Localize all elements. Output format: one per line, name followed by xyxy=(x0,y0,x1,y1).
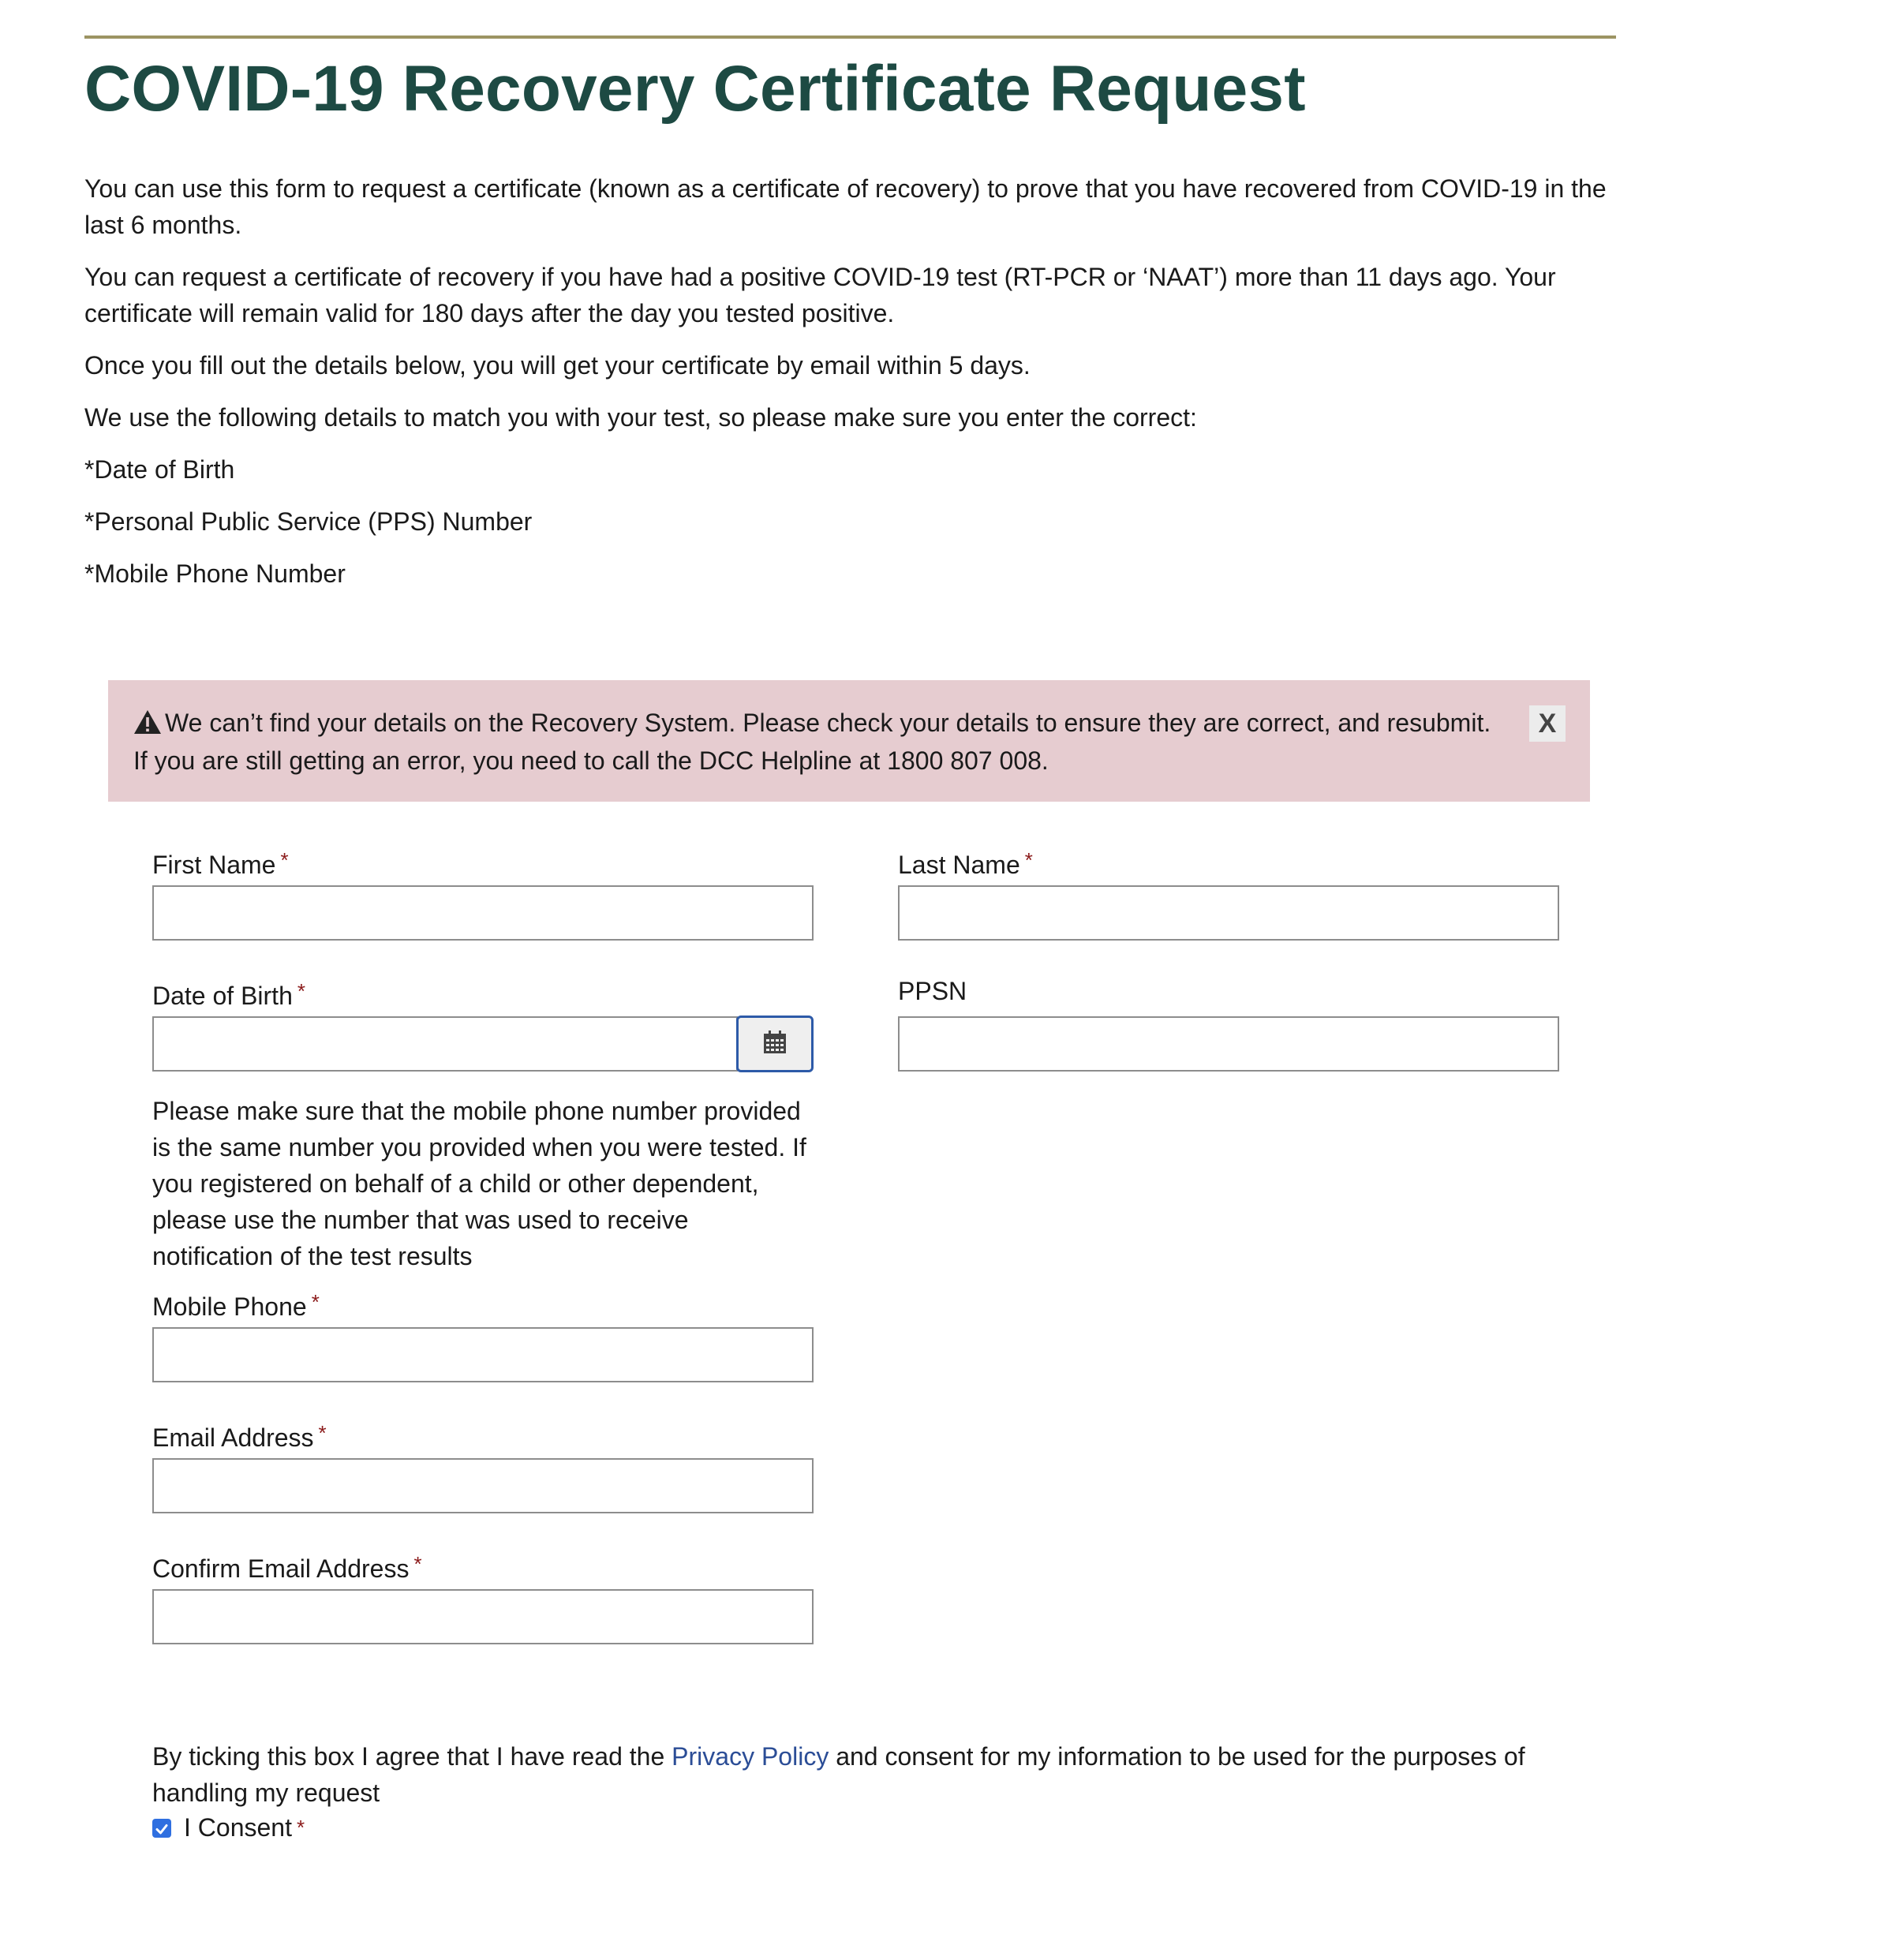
consent-text-after: and consent for my information to be used for the purposes of handling my request xyxy=(152,1742,1525,1807)
consent-text xyxy=(152,1738,1541,1811)
checkmark-icon xyxy=(155,1813,169,1842)
date-of-birth-label-text: Date of Birth xyxy=(152,982,293,1010)
first-name-input[interactable] xyxy=(152,885,814,941)
required-marker: * xyxy=(297,979,305,1003)
consent-checkbox[interactable] xyxy=(152,1819,171,1838)
intro-paragraph: Once you fill out the details below, you will get your certificate by email within 5 days. xyxy=(84,351,1031,380)
mobile-phone-label xyxy=(152,1286,320,1322)
close-alert-button[interactable]: X xyxy=(1529,705,1566,742)
first-name-label xyxy=(152,844,289,881)
required-marker: * xyxy=(280,848,289,872)
ppsn-label-text: PPSN xyxy=(898,977,967,1005)
intro-requirement: *Mobile Phone Number xyxy=(84,559,346,588)
mobile-help-text: Please make sure that the mobile phone number provided is the same number you provided when you were tested. If you registered on behalf of a child or other dependent, please use the number that was used to receive notification of the test results xyxy=(152,1097,806,1270)
warning-triangle-icon xyxy=(133,709,162,743)
calendar-icon xyxy=(763,1030,787,1058)
intro-paragraph: You can use this form to request a certificate (known as a certificate of recovery) to prove that you have recovered from COVID-19 in the last 6 months. xyxy=(84,174,1607,239)
required-marker: * xyxy=(318,1421,327,1445)
date-picker-button[interactable] xyxy=(736,1016,814,1072)
date-of-birth-input[interactable] xyxy=(152,1016,738,1072)
intro-requirement: *Personal Public Service (PPS) Number xyxy=(84,507,533,536)
confirm-email-label-text: Confirm Email Address xyxy=(152,1554,410,1583)
error-alert xyxy=(108,680,1590,802)
email-label-text: Email Address xyxy=(152,1423,314,1452)
required-marker: * xyxy=(311,1290,320,1314)
page-title: COVID-19 Recovery Certificate Request xyxy=(84,53,1306,125)
ppsn-input[interactable] xyxy=(898,1016,1559,1072)
consent-text-before: By ticking this box I agree that I have read the xyxy=(152,1742,672,1771)
consent-checkbox-label: I Consent xyxy=(184,1813,292,1842)
first-name-label-text: First Name xyxy=(152,851,276,879)
intro-paragraph: We use the following details to match you with your test, so please make sure you enter the correct: xyxy=(84,403,1197,432)
intro-paragraph: You can request a certificate of recovery if you have had a positive COVID-19 test (RT-PCR or ‘NAAT’) more than 11 days ago. Your certificate will remain valid for 180 days after the day you tested positive. xyxy=(84,263,1556,327)
required-marker: * xyxy=(296,1816,305,1839)
mobile-phone-input[interactable] xyxy=(152,1327,814,1382)
header-rule xyxy=(84,36,1616,39)
mobile-phone-label-text: Mobile Phone xyxy=(152,1292,307,1321)
confirm-email-input[interactable] xyxy=(152,1589,814,1644)
required-marker: * xyxy=(413,1552,422,1576)
last-name-label-text: Last Name xyxy=(898,851,1020,879)
last-name-input[interactable] xyxy=(898,885,1559,941)
intro-text xyxy=(84,170,1623,592)
email-label xyxy=(152,1417,327,1453)
last-name-label xyxy=(898,844,1033,881)
required-marker: * xyxy=(1024,848,1033,872)
alert-message: We can’t find your details on the Recovery System. Please check your details to ensure they are correct, and resubmit. If you are still getting an error, you need to call the DCC Helpline at 1800 807 008. xyxy=(133,709,1491,775)
consent-row xyxy=(152,1813,305,1842)
date-of-birth-label xyxy=(152,975,305,1012)
ppsn-label xyxy=(898,975,967,1007)
privacy-policy-link[interactable]: Privacy Policy xyxy=(672,1742,829,1771)
email-input[interactable] xyxy=(152,1458,814,1513)
intro-requirement: *Date of Birth xyxy=(84,455,235,484)
confirm-email-label xyxy=(152,1548,422,1584)
